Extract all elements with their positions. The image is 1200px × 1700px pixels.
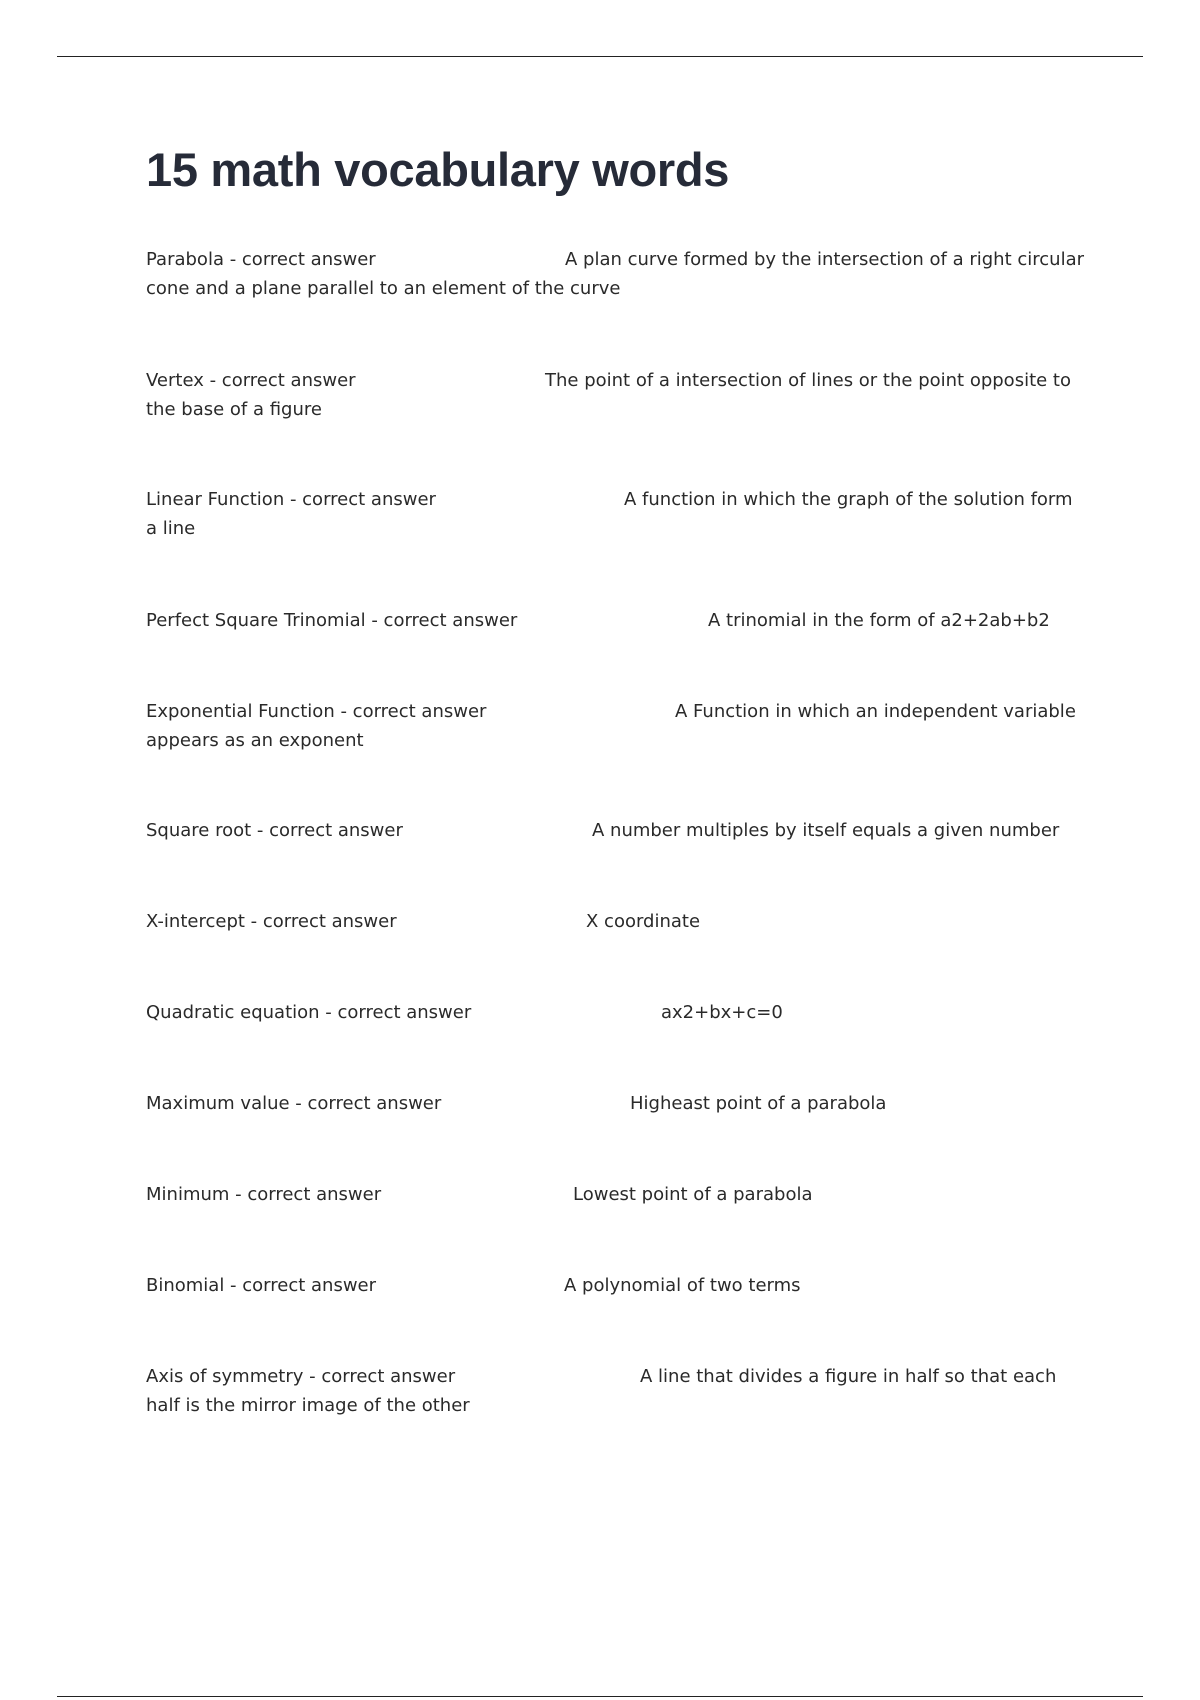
vocab-entry	[146, 1271, 1086, 1300]
vocab-term: Perfect Square Trinomial - correct answer	[146, 610, 518, 631]
vocab-entry	[146, 697, 1086, 755]
vocab-definition-continued: cone and a plane parallel to an element of the curve	[146, 278, 621, 299]
vocab-definition: A number multiples by itself equals a given number	[592, 820, 1060, 841]
vocab-entry	[146, 485, 1086, 543]
vocab-entry	[146, 1180, 1086, 1209]
vocab-term: Maximum value - correct answer	[146, 1093, 442, 1114]
vocab-entry	[146, 907, 1086, 936]
vocab-definition: The point of a intersection of lines or the point opposite to	[545, 370, 1071, 391]
vocab-definition: A line that divides a figure in half so that each	[640, 1366, 1057, 1387]
vocab-term: Axis of symmetry - correct answer	[146, 1366, 456, 1387]
vocab-definition: X coordinate	[586, 911, 701, 932]
vocab-definition: ax2+bx+c=0	[661, 1002, 783, 1023]
vocab-definition-continued: half is the mirror image of the other	[146, 1395, 470, 1416]
vocab-term: X-intercept - correct answer	[146, 911, 397, 932]
vocab-entry	[146, 606, 1086, 635]
vocab-definition: A Function in which an independent variable	[675, 701, 1076, 722]
vocab-entry	[146, 1089, 1086, 1118]
top-rule	[57, 56, 1143, 57]
vocab-term: Vertex - correct answer	[146, 370, 356, 391]
vocab-definition-continued: a line	[146, 518, 196, 539]
vocab-entry	[146, 1362, 1086, 1420]
vocab-definition-continued: appears as an exponent	[146, 730, 364, 751]
vocab-term: Linear Function - correct answer	[146, 489, 436, 510]
vocab-term: Binomial - correct answer	[146, 1275, 377, 1296]
vocab-definition-continued: the base of a figure	[146, 399, 322, 420]
vocab-term: Minimum - correct answer	[146, 1184, 382, 1205]
vocab-term: Quadratic equation - correct answer	[146, 1002, 472, 1023]
vocab-entry	[146, 816, 1086, 845]
vocab-term: Square root - correct answer	[146, 820, 403, 841]
vocab-term: Parabola - correct answer	[146, 249, 376, 270]
vocab-definition: Higheast point of a parabola	[630, 1093, 887, 1114]
bottom-rule	[57, 1696, 1143, 1697]
vocab-entry	[146, 366, 1086, 424]
vocab-definition: A plan curve formed by the intersection of a right circular	[565, 249, 1084, 270]
vocab-definition: A function in which the graph of the solution form	[624, 489, 1073, 510]
page-title: 15 math vocabulary words	[146, 143, 730, 196]
vocab-entry	[146, 245, 1086, 303]
vocab-entry	[146, 998, 1086, 1027]
vocab-definition: A polynomial of two terms	[564, 1275, 801, 1296]
vocab-term: Exponential Function - correct answer	[146, 701, 487, 722]
vocab-definition: Lowest point of a parabola	[573, 1184, 813, 1205]
vocab-definition: A trinomial in the form of a2+2ab+b2	[708, 610, 1050, 631]
